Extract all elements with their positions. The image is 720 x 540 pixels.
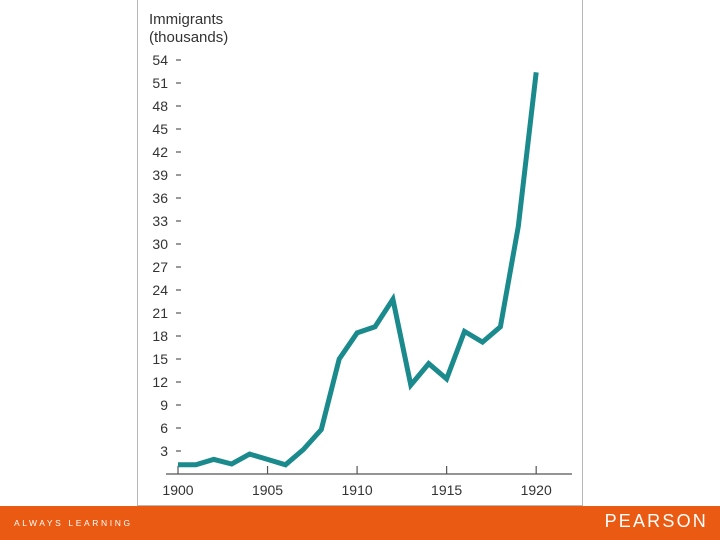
y-tick-label: 21 <box>152 305 168 321</box>
series-group <box>178 72 536 465</box>
y-ticks <box>152 52 181 459</box>
x-tick-label: 1905 <box>251 482 284 498</box>
line-chart <box>138 0 582 506</box>
brand-logo: PEARSON <box>604 511 708 531</box>
axis-labels <box>149 11 228 46</box>
y-tick-label: 54 <box>152 52 168 68</box>
y-tick-label: 24 <box>152 282 168 298</box>
footer-bar <box>0 506 720 540</box>
y-tick-label: 48 <box>152 98 168 114</box>
x-tick-label: 1900 <box>162 482 194 498</box>
y-tick-label: 39 <box>152 167 168 183</box>
y-tick-label: 15 <box>152 351 168 367</box>
series-line <box>178 72 536 465</box>
x-tick-label: 1910 <box>341 482 373 498</box>
chart-frame <box>137 0 583 506</box>
y-tick-label: 51 <box>152 75 168 91</box>
y-tick-label: 36 <box>152 190 168 206</box>
y-tick-label: 18 <box>152 328 168 344</box>
x-tick-label: 1915 <box>431 482 463 498</box>
x-ticks <box>162 466 552 498</box>
x-tick-label: 1920 <box>520 482 552 498</box>
footer-tagline: ALWAYS LEARNING <box>14 518 133 528</box>
y-axis-label-line1: Immigrants <box>149 11 224 28</box>
y-tick-label: 42 <box>152 144 168 160</box>
y-tick-label: 3 <box>160 443 168 459</box>
y-tick-label: 9 <box>160 397 168 413</box>
y-tick-label: 6 <box>160 420 168 436</box>
y-tick-label: 27 <box>152 259 168 275</box>
y-tick-label: 45 <box>152 121 168 137</box>
y-axis-label-line2: (thousands) <box>149 29 229 46</box>
y-tick-label: 12 <box>152 374 168 390</box>
y-tick-label: 33 <box>152 213 168 229</box>
y-tick-label: 30 <box>152 236 168 252</box>
